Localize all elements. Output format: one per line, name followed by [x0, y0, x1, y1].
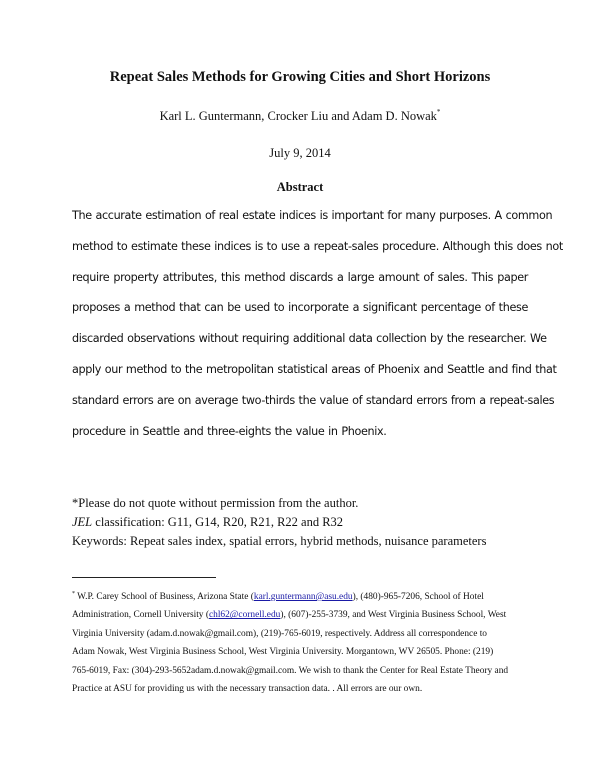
abstract-line: require property attributes, this method discards a large amount of sales. This paper [72, 270, 528, 284]
abstract-line: procedure in Seattle and three-eights the value in Phoenix. [72, 424, 387, 438]
keywords: Keywords: Repeat sales index, spatial errors, hybrid methods, nuisance parameters [72, 534, 487, 548]
footnote-line [72, 606, 534, 624]
abstract-line: The accurate estimation of real estate indices is important for many purposes. A common [72, 209, 553, 222]
author-line [0, 108, 600, 124]
jel-label: JEL [72, 515, 93, 529]
paper-title: Repeat Sales Methods for Growing Cities and Short Horizons [109, 69, 491, 85]
footnote-mark: * [72, 591, 75, 597]
footnote-text: ), (607)-255-3739, and West Virginia Business School, West [280, 610, 507, 621]
abstract-line: standard errors are on average two-thirds the value of standard errors from a repeat-sales [72, 393, 555, 407]
author-footnote-mark: * [436, 108, 441, 116]
author-footnote [72, 585, 534, 698]
front-notes [72, 494, 528, 551]
abstract-line: proposes a method that can be used to incorporate a significant percentage of these [72, 301, 528, 315]
footnote-line: Practice at ASU for providing us with the necessary transaction data. . All errors are our own. [72, 684, 423, 695]
abstract-line: discarded observations without requiring additional data collection by the researcher. We [72, 332, 547, 346]
abstract-line: apply our method to the metropolitan statistical areas of Phoenix and Seattle and find that [72, 362, 557, 376]
footnote-text: W.P. Carey School of Business, Arizona State ( [75, 592, 254, 602]
paper-date: July 9, 2014 [269, 146, 331, 160]
email-link-guntermann[interactable]: karl.guntermann@asu.edu [253, 592, 353, 602]
footnote-line [72, 585, 534, 606]
footnote-separator [72, 577, 216, 578]
abstract-line: method to estimate these indices is to use a repeat-sales procedure. Although this does not [72, 239, 563, 253]
footnote-text: ), (480)-965-7206, School of Hotel [352, 592, 484, 602]
footnote-line: Adam Nowak, West Virginia Business School, West Virginia University. Morgantown, WV 26505. Phone: (219) [72, 647, 494, 658]
abstract-body [72, 201, 563, 447]
permission-note: *Please do not quote without permission from the author. [72, 496, 359, 510]
email-link-liu[interactable]: chl62@cornell.edu [208, 610, 281, 621]
jel-classification [72, 513, 528, 532]
abstract-heading: Abstract [276, 180, 324, 194]
footnote-line: Virginia University (adam.d.nowak@gmail.com), (219)-765-6019, respectively. Address all correspondence to [72, 628, 487, 639]
footnote-line: 765-6019, Fax: (304)-293-5652adam.d.nowak@gmail.com. We wish to thank the Center for Real Estate Theory and [72, 665, 509, 676]
author-names: Karl L. Guntermann, Crocker Liu and Adam D. Nowak [159, 109, 437, 123]
footnote-text: Administration, Cornell University ( [72, 610, 209, 621]
jel-codes: classification: G11, G14, R20, R21, R22 and R32 [92, 515, 344, 529]
